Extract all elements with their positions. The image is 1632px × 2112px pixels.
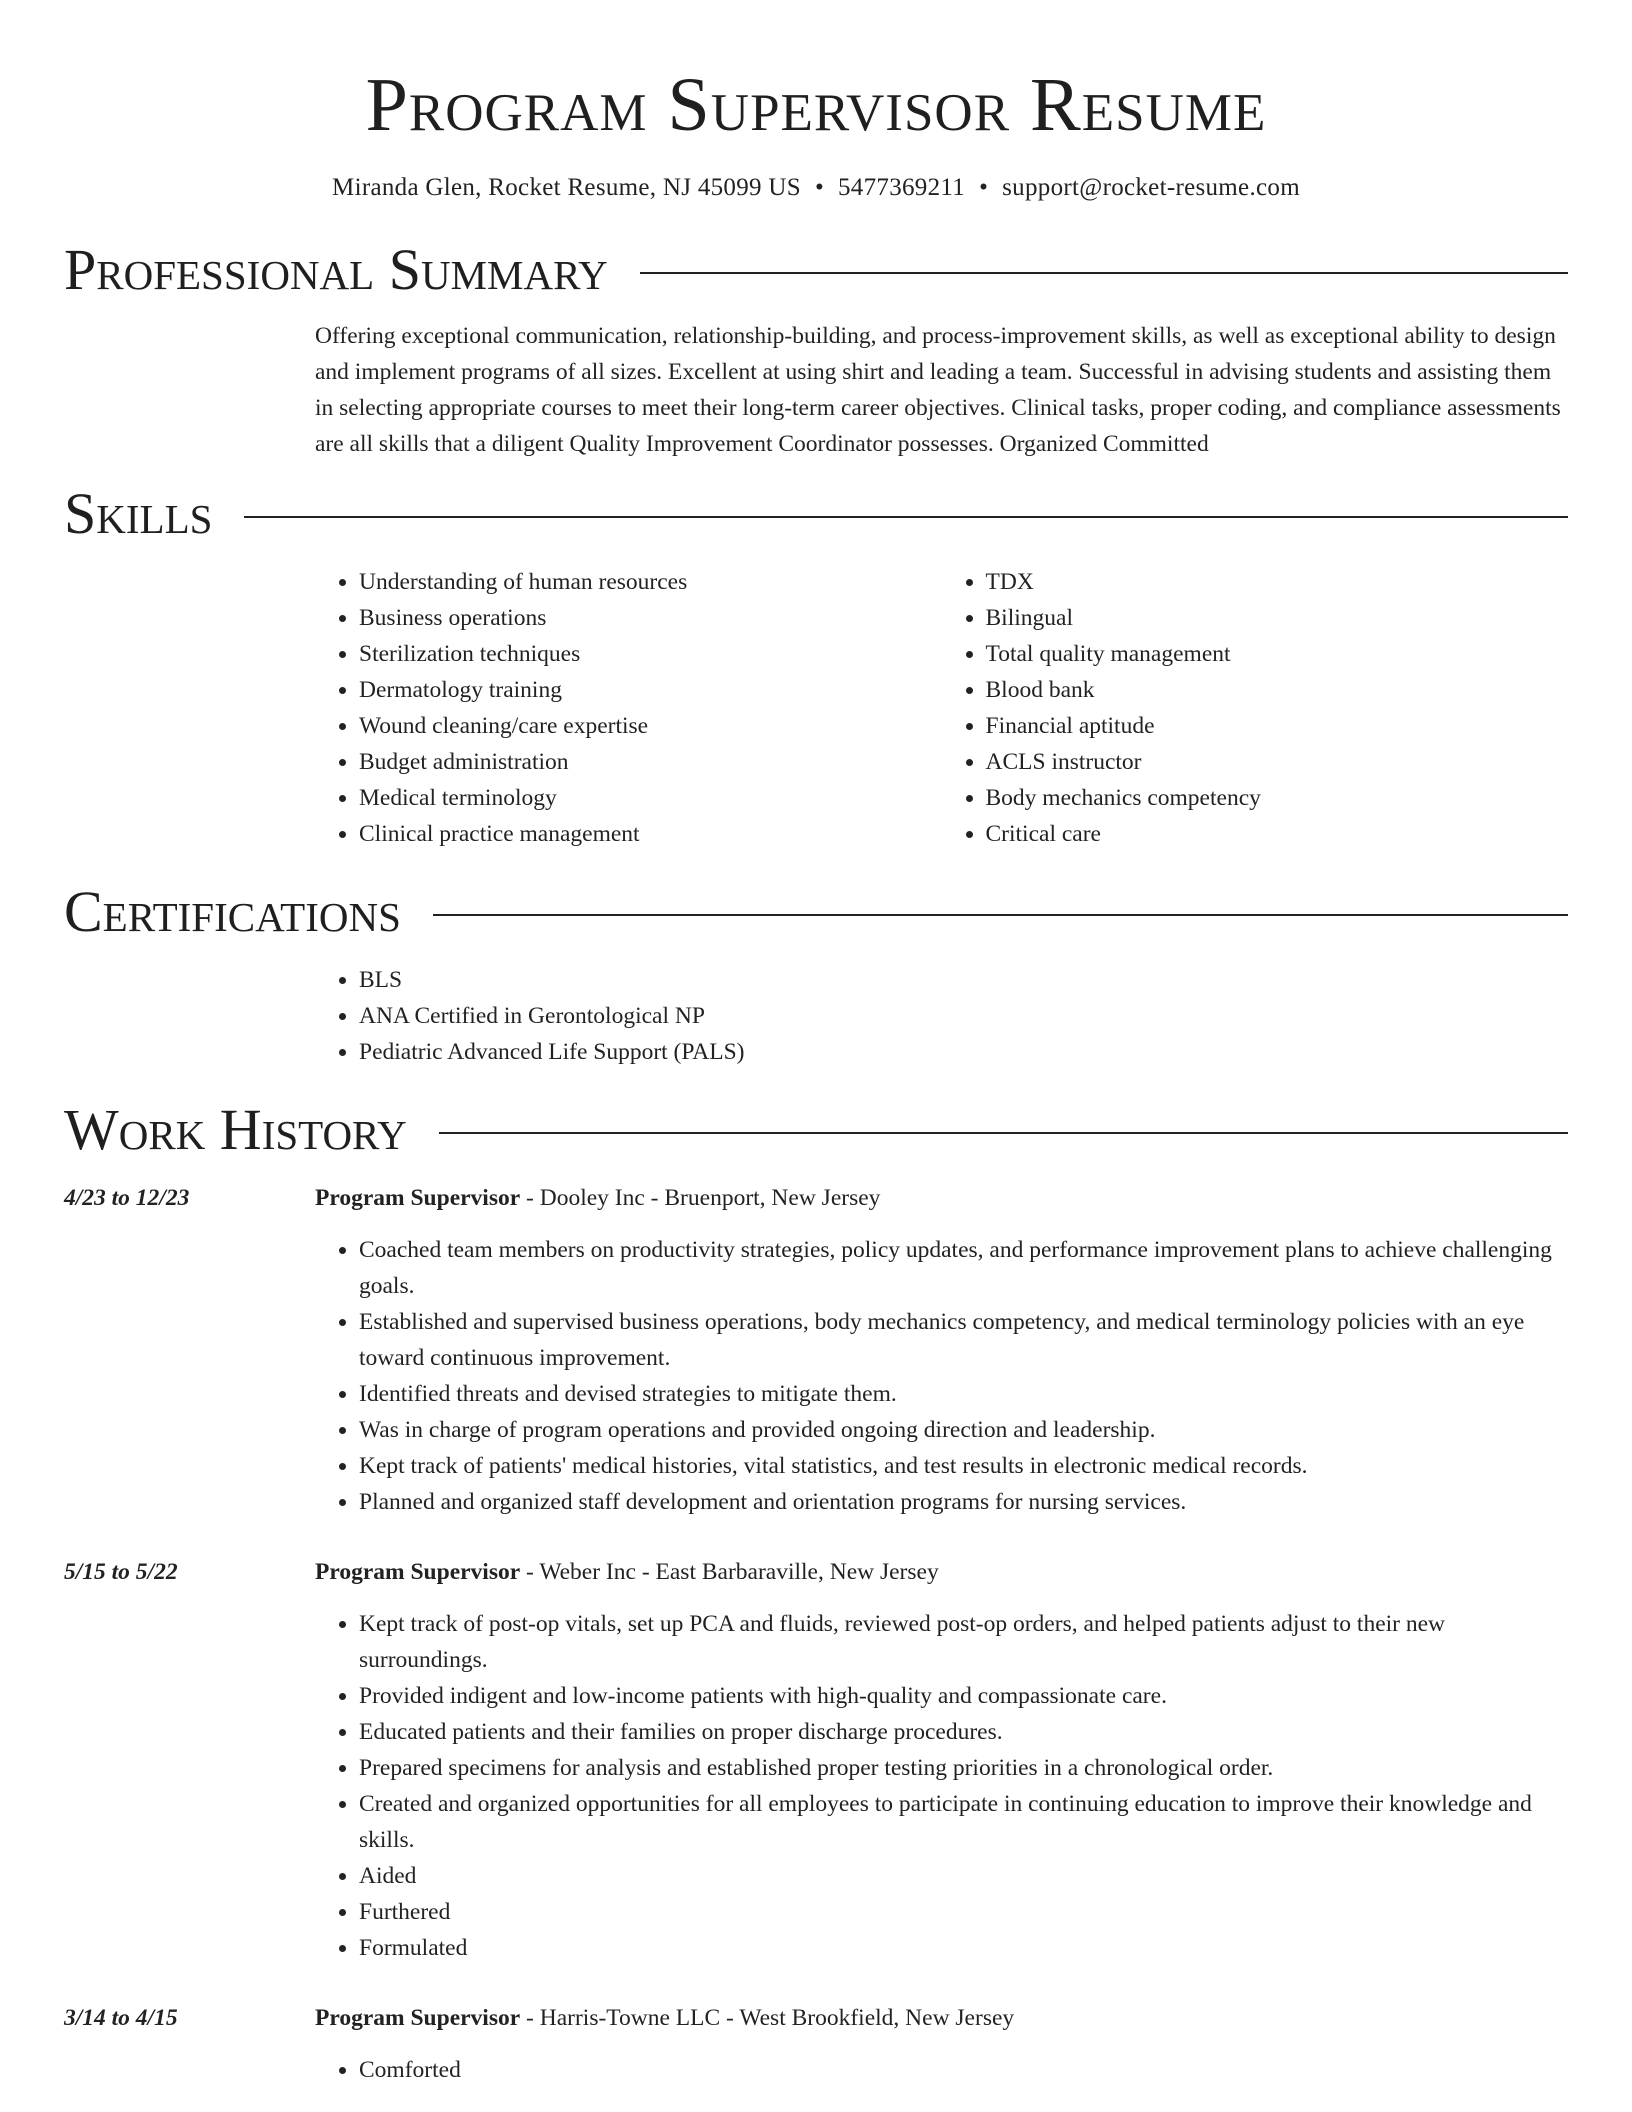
- skill-item: • Body mechanics competency: [986, 780, 1569, 816]
- summary-text: Offering exceptional communication, relationship-building, and process-improvement skills, as well as exceptional ability to design and implement programs of all sizes. Excellent at using shirt and leading a team. Successful in advising students and assisting them in selecting appropriate courses to meet their long-term career objectives. Clinical tasks, proper coding, and compliance assessments are all skills that a diligent Quality Improvement Coordinator possesses. Organized Committed: [315, 323, 1561, 457]
- job-bullet: • Prepared specimens for analysis and established proper testing priorities in a chronological order.: [359, 1750, 1568, 1786]
- job-role: Program Supervisor: [315, 1559, 521, 1585]
- skill-item: • TDX: [986, 564, 1569, 600]
- job-heading: [315, 1554, 1568, 1590]
- skills-column-left: [315, 564, 942, 852]
- job-heading: [315, 1180, 1568, 1216]
- job-bullet: • Furthered: [359, 1894, 1568, 1930]
- skill-item: • Blood bank: [986, 672, 1569, 708]
- skill-item: • Clinical practice management: [359, 816, 942, 852]
- job-bullet: • Formulated: [359, 1930, 1568, 1966]
- skill-item: • Medical terminology: [359, 780, 942, 816]
- job-bullet: • Kept track of patients' medical histories, vital statistics, and test results in electronic medical records.: [359, 1448, 1568, 1484]
- section-divider: [433, 914, 1568, 916]
- skill-item: • ACLS instructor: [986, 744, 1569, 780]
- resume-title: Program Supervisor Resume: [365, 63, 1267, 147]
- skill-item: • Budget administration: [359, 744, 942, 780]
- skill-item: • Dermatology training: [359, 672, 942, 708]
- certification-item: • ANA Certified in Gerontological NP: [359, 998, 1568, 1034]
- skills-column-right: [942, 564, 1569, 852]
- certifications-bullets: [315, 962, 1568, 1070]
- job-bullets: [315, 2052, 1568, 2088]
- job-dates: 5/15 to 5/22: [64, 1559, 178, 1585]
- certification-item: • Pediatric Advanced Life Support (PALS): [359, 1034, 1568, 1070]
- job-bullet: • Kept track of post-op vitals, set up PCA and fluids, reviewed post-op orders, and helped patients adjust to their new surroundings.: [359, 1606, 1568, 1678]
- job-entry: [64, 2000, 1568, 2088]
- section-divider: [244, 516, 1568, 518]
- skill-item: • Financial aptitude: [986, 708, 1569, 744]
- job-bullet: • Provided indigent and low-income patients with high-quality and compassionate care.: [359, 1678, 1568, 1714]
- job-bullet: • Identified threats and devised strategies to mitigate them.: [359, 1376, 1568, 1412]
- contact-separator: •: [979, 174, 989, 201]
- section-divider: [640, 272, 1568, 274]
- job-company: - Harris-Towne LLC - West Brookfield, New Jersey: [520, 2005, 1015, 2031]
- job-bullet: • Coached team members on productivity strategies, policy updates, and performance improvement plans to achieve challenging goals.: [359, 1232, 1568, 1304]
- skill-item: • Critical care: [986, 816, 1569, 852]
- job-bullet: • Established and supervised business operations, body mechanics competency, and medical terminology policies with an eye toward continuous improvement.: [359, 1304, 1568, 1376]
- section-header-certifications: [64, 879, 1568, 944]
- skill-item: • Business operations: [359, 600, 942, 636]
- skills-list: [315, 564, 1568, 852]
- job-bullet: • Educated patients and their families on proper discharge procedures.: [359, 1714, 1568, 1750]
- job-bullets: [315, 1606, 1568, 1966]
- job-body: [315, 2000, 1568, 2088]
- section-header-work-history: [64, 1097, 1568, 1162]
- contact-address: Miranda Glen, Rocket Resume, NJ 45099 US: [332, 174, 801, 201]
- skill-item: • Wound cleaning/care expertise: [359, 708, 942, 744]
- job-bullet: • Planned and organized staff development and orientation programs for nursing services.: [359, 1484, 1568, 1520]
- job-bullet: • Created and organized opportunities for all employees to participate in continuing education to improve their knowledge and skills.: [359, 1786, 1568, 1858]
- job-role: Program Supervisor: [315, 2005, 521, 2031]
- section-title-certifications: Certifications: [64, 879, 401, 944]
- job-company: - Dooley Inc - Bruenport, New Jersey: [520, 1185, 881, 1211]
- contact-email: support@rocket-resume.com: [1002, 174, 1300, 201]
- job-dates: 3/14 to 4/15: [64, 2005, 178, 2031]
- job-body: [315, 1554, 1568, 1966]
- section-title-skills: Skills: [64, 481, 213, 546]
- section-header-summary: [64, 237, 1568, 302]
- job-entry: [64, 1180, 1568, 1520]
- resume-page: [64, 0, 1568, 2088]
- contact-line: [64, 172, 1568, 204]
- skill-item: • Understanding of human resources: [359, 564, 942, 600]
- job-body: [315, 1180, 1568, 1520]
- skill-item: • Sterilization techniques: [359, 636, 942, 672]
- skill-item: • Total quality management: [986, 636, 1569, 672]
- job-bullet: • Aided: [359, 1858, 1568, 1894]
- job-dates: 4/23 to 12/23: [64, 1185, 190, 1211]
- job-heading: [315, 2000, 1568, 2036]
- section-title-work-history: Work History: [64, 1097, 407, 1162]
- job-role: Program Supervisor: [315, 1185, 521, 1211]
- job-bullet: • Comforted: [359, 2052, 1568, 2088]
- job-entry: [64, 1554, 1568, 1966]
- contact-phone: 5477369211: [838, 174, 966, 201]
- certifications-list: [315, 962, 1568, 1070]
- section-title-summary: Professional Summary: [64, 237, 608, 302]
- section-header-skills: [64, 481, 1568, 546]
- contact-separator: •: [814, 174, 824, 201]
- section-divider: [439, 1132, 1568, 1134]
- skill-item: • Bilingual: [986, 600, 1569, 636]
- job-bullets: [315, 1232, 1568, 1520]
- job-bullet: • Was in charge of program operations and provided ongoing direction and leadership.: [359, 1412, 1568, 1448]
- job-company: - Weber Inc - East Barbaraville, New Jersey: [520, 1559, 939, 1585]
- certification-item: • BLS: [359, 962, 1568, 998]
